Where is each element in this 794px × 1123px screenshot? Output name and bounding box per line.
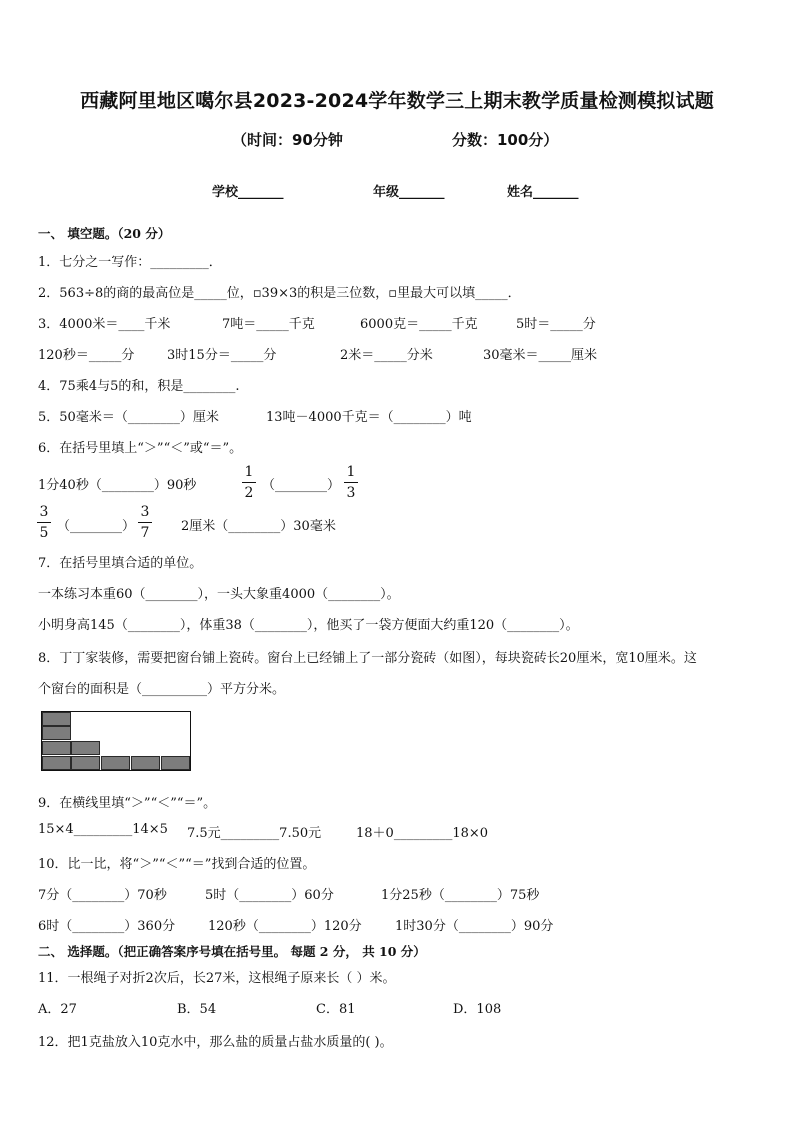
question-10-row2-a: 6时（________）360分 (38, 919, 176, 934)
question-3-row2-c: 2米＝_____分米 (340, 348, 433, 363)
windowsill-tile-figure (41, 711, 191, 771)
question-11-option-c: C．81 (316, 1002, 356, 1017)
section-2-heading: 二、 选择题。（把正确答案序号填在括号里。 每题 2 分， 共 10 分） (38, 944, 426, 959)
question-6-c-blank: （________） (57, 519, 136, 534)
fraction-denominator: 7 (140, 525, 150, 541)
question-7-stem: 7．在括号里填合适的单位。 (38, 556, 203, 571)
question-3-row2-a: 120秒＝_____分 (38, 348, 135, 363)
question-10-row2-c: 1时30分（________）90分 (395, 919, 554, 934)
question-9-c: 18＋0_________18×0 (356, 826, 489, 841)
tile (101, 756, 130, 770)
question-1: 1．七分之一写作：_________． (38, 255, 222, 270)
fraction-denominator: 3 (346, 485, 356, 501)
fraction-one-half (242, 464, 256, 501)
fraction-denominator: 5 (39, 525, 49, 541)
fraction-numerator: 1 (244, 464, 254, 480)
question-3-row2-b: 3时15分＝_____分 (167, 348, 277, 363)
question-11-option-a: A．27 (38, 1002, 77, 1017)
tile (131, 756, 160, 770)
question-3-row1-d: 5时＝_____分 (516, 317, 596, 332)
question-6-a: 1分40秒（________）90秒 (38, 478, 197, 493)
question-2: 2．563÷8的商的最高位是_____位，▫39×3的积是三位数，▫里最大可以填_____． (38, 286, 521, 301)
fraction-numerator: 3 (39, 504, 49, 520)
question-6-b-blank: （________） (262, 478, 341, 493)
tile (42, 741, 71, 755)
tile (42, 712, 71, 726)
question-3-row1-c: 6000克＝_____千克 (360, 317, 478, 332)
exam-time: （时间：90分钟 (232, 131, 343, 149)
question-9-stem: 9．在横线里填“＞”“＜”“＝”。 (38, 796, 217, 811)
question-9-b: 7.5元_________7.50元 (187, 826, 322, 841)
school-field[interactable]: 学校_______ (212, 185, 284, 200)
tile (42, 726, 71, 740)
question-8-line2: 个窗台的面积是（__________）平方分米。 (38, 682, 286, 697)
question-8-line1: 8．丁丁家装修，需要把窗台铺上瓷砖。窗台上已经铺上了一部分瓷砖（如图），每块瓷砖长20厘米，宽10厘米。这 (38, 651, 697, 666)
question-9-a: 15×4_________14×5 (38, 822, 168, 837)
fraction-three-fifths (37, 504, 51, 541)
question-11-stem: 11．一根绳子对折2次后，长27米，这根绳子原来长（ ）米。 (38, 971, 396, 986)
question-10-row1-a: 7分（________）70秒 (38, 888, 167, 903)
tile (161, 756, 190, 770)
question-11-option-b: B．54 (177, 1002, 217, 1017)
question-7-line1: 一本练习本重60（________），一头大象重4000（________）。 (38, 587, 400, 602)
section-1-heading: 一、 填空题。（20 分） (38, 226, 171, 241)
tile (71, 741, 100, 755)
question-3-row1-b: 7吨＝_____千克 (222, 317, 315, 332)
question-6-d: 2厘米（________）30毫米 (181, 519, 336, 534)
fraction-numerator: 1 (346, 464, 356, 480)
page-title: 西藏阿里地区噶尔县2023-2024学年数学三上期末教学质量检测模拟试题 (80, 90, 714, 112)
fraction-denominator: 2 (244, 485, 254, 501)
question-4: 4．75乘4与5的和，积是________. (38, 379, 240, 394)
question-5-a: 5．50毫米＝（________）厘米 (38, 410, 219, 425)
fraction-three-sevenths (138, 504, 152, 541)
question-11-option-d: D．108 (453, 1002, 502, 1017)
question-3-row1-a: 3．4000米＝____千米 (38, 317, 171, 332)
question-10-row1-c: 1分25秒（________）75秒 (381, 888, 540, 903)
question-12: 12．把1克盐放入10克水中，那么盐的质量占盐水质量的( )。 (38, 1035, 393, 1050)
question-3-row2-d: 30毫米＝_____厘米 (483, 348, 598, 363)
question-10-row2-b: 120秒（________）120分 (208, 919, 362, 934)
question-5-b: 13吨－4000千克＝（________）吨 (266, 410, 472, 425)
tile (71, 756, 100, 770)
question-7-line2: 小明身高145（________），体重38（________），他买了一袋方便面大约重120（________）。 (38, 618, 579, 633)
name-field[interactable]: 姓名_______ (507, 185, 579, 200)
exam-score: 分数：100分） (452, 131, 559, 149)
fraction-one-third (344, 464, 358, 501)
fraction-numerator: 3 (140, 504, 150, 520)
tile (42, 756, 71, 770)
question-10-row1-b: 5时（________）60分 (205, 888, 334, 903)
question-6-stem: 6．在括号里填上“＞”“＜”或“＝”。 (38, 441, 243, 456)
grade-field[interactable]: 年级_______ (373, 185, 445, 200)
question-10-stem: 10．比一比，将“＞”“＜”“＝”找到合适的位置。 (38, 857, 316, 872)
